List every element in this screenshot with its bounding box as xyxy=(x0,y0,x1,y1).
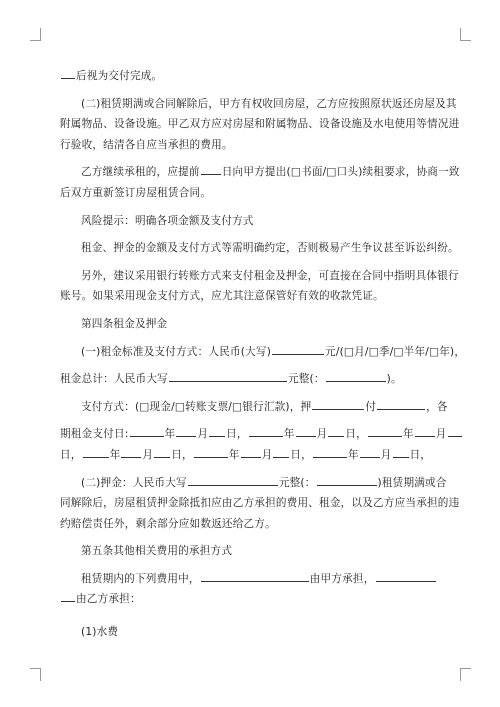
crop-mark-top-right xyxy=(460,28,471,41)
document-body xyxy=(60,66,466,650)
blank-field[interactable] xyxy=(83,446,109,458)
article-4-heading: 第四条租金及押金 xyxy=(81,317,168,330)
blank-field[interactable] xyxy=(241,446,261,458)
crop-mark-bottom-left xyxy=(30,668,41,681)
blank-field[interactable] xyxy=(61,590,75,602)
blank-field[interactable] xyxy=(201,570,309,582)
blank-field[interactable] xyxy=(249,425,283,437)
paragraph-payment-method: 支付方式：(□现金/□转账支票/□银行汇款)，押 付 ，各 xyxy=(60,397,442,418)
blank-field[interactable] xyxy=(273,446,289,458)
blank-field[interactable] xyxy=(313,446,347,458)
blank-field[interactable] xyxy=(393,446,409,458)
paragraph-rent-standard: (一)租金标准及支付方式：人民币(大写) 元/(□月/□季/□半年/□年)， xyxy=(60,342,442,363)
blank-field[interactable] xyxy=(201,163,221,175)
blank-field[interactable] xyxy=(154,446,170,458)
paragraph-risk-transfer: 另外，建议采用银行转账方式来支付租金及押金，可直接在合同中指明具体银行 账号。如果采用现金支付方式，应尤其注意保管好有效的收款凭证。 xyxy=(60,269,459,303)
paragraph-deposit: (二)押金：人民币大写 元整(： )租赁期满或合 同解除后，房屋租赁押金除抵扣应由乙方承担的费用、租金，以及乙方应当承担的违 约赔偿责任外，剩余部分应如数返还给乙方。 xyxy=(60,473,442,535)
blank-field[interactable] xyxy=(376,570,436,582)
blank-field[interactable] xyxy=(296,425,316,437)
blank-field[interactable] xyxy=(61,67,75,79)
blank-field[interactable] xyxy=(377,398,425,410)
blank-field[interactable] xyxy=(448,425,462,437)
paragraph-payment-dates: 期租金支付日: 年 月 日， 年 月 日， 年 月 日， 年 月 日， 年 月 日， 年 月 日， xyxy=(60,424,442,465)
paragraph-renewal: 乙方继续承租的，应提前 日向甲方提出(□书面/□口头)续租要求，协商一致 后双方重新签订房屋租赁合同。 xyxy=(60,162,442,203)
crop-mark-bottom-right xyxy=(460,668,471,681)
blank-field[interactable] xyxy=(194,446,228,458)
paragraph-risk-amount: 租金、押金的金额及支付方式等需明确约定，否则极易产生争议甚至诉讼纠纷。 xyxy=(81,242,459,255)
blank-field[interactable] xyxy=(176,425,196,437)
blank-field[interactable] xyxy=(130,425,164,437)
blank-field[interactable] xyxy=(312,398,364,410)
paragraph-lease-return: (二)租赁期满或合同解除后，甲方有权收回房屋，乙方应按照原状返还房屋及其 附属物品、设备设施。甲乙双方应对房屋和附属物品、设备设施及水电使用等情况进 行验收，结清各自应当承担的费用。 xyxy=(60,97,460,151)
blank-field[interactable] xyxy=(209,425,225,437)
risk-heading: 风险提示：明确各项金额及支付方式 xyxy=(81,214,254,227)
blank-field[interactable] xyxy=(415,425,435,437)
paragraph-delivery-end: 后视为交付完成。 xyxy=(60,66,442,87)
blank-field[interactable] xyxy=(328,425,344,437)
blank-field[interactable] xyxy=(368,425,402,437)
fee-item-water: (1)水费 xyxy=(81,626,119,639)
blank-field[interactable] xyxy=(188,474,278,486)
crop-mark-top-left xyxy=(30,28,41,41)
blank-field[interactable] xyxy=(317,474,377,486)
blank-field[interactable] xyxy=(326,370,386,382)
blank-field[interactable] xyxy=(169,370,287,382)
blank-field[interactable] xyxy=(272,343,324,355)
article-5-heading: 第五条其他相关费用的承担方式 xyxy=(81,545,233,558)
paragraph-other-fees: 租赁期内的下列费用中， 由甲方承担， 由乙方承担： xyxy=(60,569,442,610)
blank-field[interactable] xyxy=(360,446,380,458)
blank-field[interactable] xyxy=(121,446,141,458)
paragraph-rent-total: 租金总计：人民币大写 元整(： )。 xyxy=(60,369,442,390)
